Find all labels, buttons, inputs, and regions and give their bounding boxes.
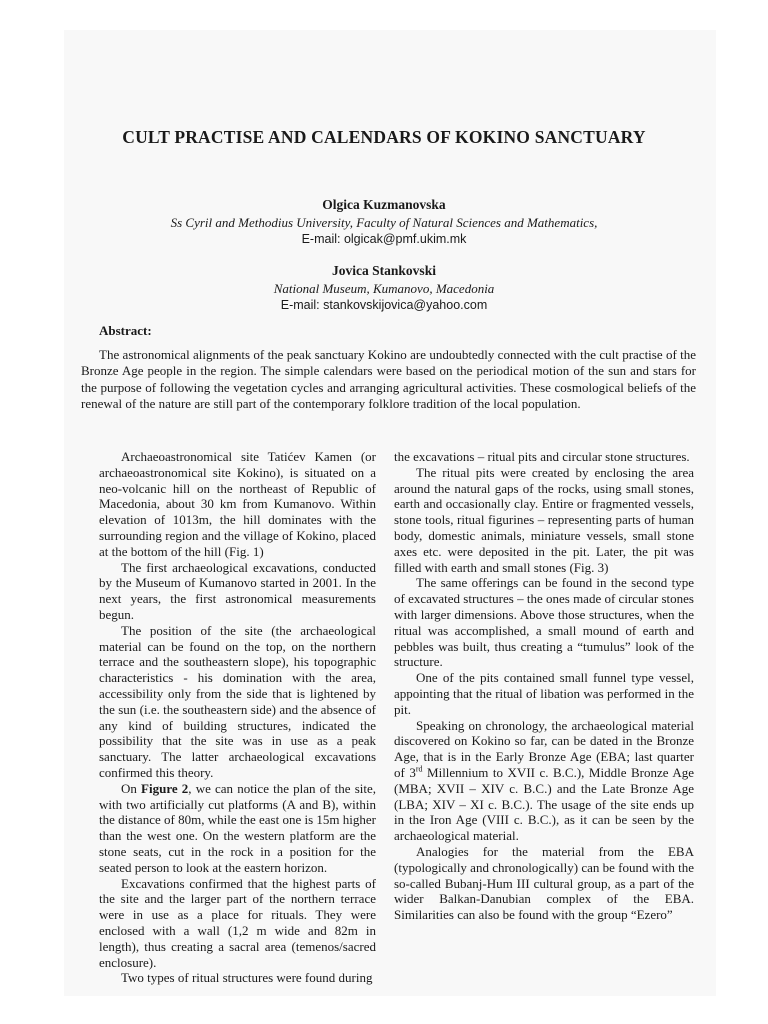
- author-affiliation: Ss Cyril and Methodius University, Faculty of Natural Sciences and Mathematics,: [170, 215, 598, 230]
- paragraph: The ritual pits were created by enclosing the area around the natural gaps of the rocks, using small stones, earth and occasionally clay. Entire or fragmented vessels, stone tools, ritual figurines – representing parts of human body, domestic animals, miniature vessels, small stone axes etc. were deposited in the pit. Later, the pit was filled with earth and small stones (Fig. 3): [394, 464, 694, 575]
- author-block-2: [0, 262, 768, 314]
- right-column: [394, 449, 694, 923]
- author-name: Olgica Kuzmanovska: [322, 197, 446, 212]
- paragraph: One of the pits contained small funnel type vessel, appointing that the ritual of libation was performed in the pit.: [394, 670, 694, 717]
- paragraph: The same offerings can be found in the second type of excavated structures – the ones made of circular stones with larger dimensions. Above those structures, when the ritual was accomplished, a small mound of earth and pebbles was built, thus creating a “tumulus” look of the structure.: [394, 575, 694, 670]
- paragraph-continuation: the excavations – ritual pits and circular stone structures.: [394, 449, 690, 464]
- author-email[interactable]: E-mail: stankovskijovica@yahoo.com: [280, 298, 488, 312]
- text-run: On: [121, 780, 142, 796]
- superscript: rd: [415, 764, 423, 774]
- author-email[interactable]: E-mail: olgicak@pmf.ukim.mk: [301, 232, 467, 246]
- paragraph: Archaeoastronomical site Tatićev Kamen (or archaeoastronomical site Kokino), is situated on a neo-volcanic hill on the northeast of Republic of Macedonia, about 30 km from Kumanovo. Within elevation of 1013m, the hill dominates with the surrounding region and the village of Kokino, placed at the bottom of the hill (Fig. 1): [99, 449, 376, 559]
- paragraph: The first archaeological excavations, conducted by the Museum of Kumanovo started in 2001. In the next years, the first astronomical measurements begun.: [99, 559, 376, 622]
- paper-title: CULT PRACTISE AND CALENDARS OF KOKINO SANCTUARY: [122, 127, 646, 147]
- text-run: Millennium to XVII c. B.C.), Middle Bronze Age (MBA; XVII – XIV c. B.C.) and the Late Bronze Age (LBA; XIV – XI c. B.C.). The usage of the site ends up in the Iron Age (VIII c. B.C.), as it can be seen by the archaeological material.: [394, 764, 694, 844]
- abstract-text: The astronomical alignments of the peak sanctuary Kokino are undoubtedly connected with the cult practise of the Bronze Age people in the region. The simple calendars were based on the periodical motion of the sun and stars for the purpose of following the vegetation cycles and arranging agricultural activities. These cosmological beliefs of the renewal of the nature are still part of the contemporary folklore tradition of the local population.: [81, 346, 696, 412]
- paragraph: Two types of ritual structures were found during: [121, 970, 373, 986]
- figure-reference: Figure 2: [141, 780, 189, 796]
- abstract-heading: Abstract:: [99, 323, 152, 338]
- paragraph: Analogies for the material from the EBA (typologically and chronologically) can be found with the so-called Bubanj-Hum III cultural group, as a part of the wider Balkan-Danubian complex of the EBA. Similarities can also be found with the group “Ezero”: [394, 843, 694, 923]
- left-column: [99, 449, 376, 986]
- paragraph: The position of the site (the archaeological material can be found on the top, on the northern terrace and the southeastern slope), his topographic characteristics - his domination with the area, accessibility only from the side that is lightened by the sun (i.e. the southeastern side) and the absence of any kind of building structures, indicated the possibility that the site was in use as a peak sanctuary. The latter archaeological excavations confirmed this theory.: [99, 622, 376, 780]
- author-name: Jovica Stankovski: [332, 263, 436, 278]
- text-run: Speaking on chronology, the archaeological material discovered on Kokino so far, can be dated in the Bronze Age, that is in the Early Bronze Age (EBA; last quarter of 3: [394, 717, 694, 780]
- paragraph: [394, 718, 694, 844]
- author-affiliation: National Museum, Kumanovo, Macedonia: [273, 281, 495, 296]
- paragraph: Excavations confirmed that the highest parts of the site and the larger part of the northern terrace were in use as a place for rituals. They were enclosed with a wall (1,2 m wide and 82m in length), thus creating a sacral area (temenos/sacred enclosure).: [99, 875, 376, 970]
- text-run: , we can notice the plan of the site, with two artificially cut platforms (A and B), within the distance of 80m, while the east one is 15m higher than the west one. On the western platform are the stone seats, cut in the rock in a position for the seated person to look at the eastern horizon.: [99, 780, 376, 875]
- author-block-1: [0, 196, 768, 248]
- paragraph: [99, 781, 376, 876]
- abstract-section: [81, 323, 696, 413]
